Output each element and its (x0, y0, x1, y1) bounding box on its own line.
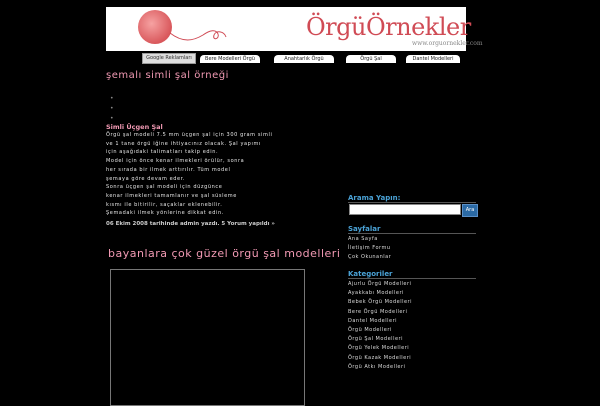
video-embed[interactable] (110, 269, 305, 406)
bullet: • (110, 115, 114, 122)
post-body (106, 131, 341, 218)
category-link[interactable]: Bere Örgü Modelleri (348, 308, 408, 315)
post-title[interactable]: şemalı simli şal örneği (106, 70, 229, 81)
post-title-2[interactable]: bayanlara çok güzel örgü şal modelleri (108, 247, 341, 260)
category-link[interactable]: Örgü Atkı Modelleri (348, 363, 406, 370)
divider (348, 202, 476, 203)
divider (348, 278, 476, 279)
bullet-list (110, 94, 114, 124)
search-button[interactable]: Ara (462, 204, 478, 217)
post-line: şemaya göre devam eder. (106, 175, 186, 182)
category-link[interactable]: Bebek Örgü Modelleri (348, 299, 412, 306)
post-line: her sırada bir ilmek arttırılır. Tüm model (106, 166, 231, 173)
search-input[interactable] (349, 204, 461, 215)
post-line: kenar ilmekleri tamamlanır ve şal süsleme (106, 192, 237, 199)
page-link[interactable]: İletişim Formu (348, 245, 391, 252)
nav-tab-bere[interactable]: Bere Modelleri Örgü (200, 55, 260, 63)
post-sublink[interactable]: Simli Üçgen Şal (106, 123, 163, 131)
pages-heading: Sayfalar (348, 225, 381, 233)
category-link[interactable]: Örgü Kazak Modelleri (348, 354, 412, 361)
post-line: Şemadaki ilmek yönlerine dikkat edin. (106, 210, 224, 217)
site-banner[interactable] (106, 7, 483, 51)
yarn-ball-logo (138, 10, 172, 44)
bullet: • (110, 95, 114, 102)
post-line: Örgü şal modeli 7.5 mm üçgen şal için 300 gram simli (106, 132, 273, 138)
post-meta[interactable]: 06 Ekim 2008 tarihinde admin yazdı. 5 Yorum yapıldı » (106, 221, 275, 227)
nav-tab-sal[interactable]: Örgü Şal (346, 55, 396, 63)
nav-tab-dantel[interactable]: Dantel Modelleri (406, 55, 460, 63)
google-ads-label[interactable]: Google Reklamları (142, 53, 196, 64)
top-nav (106, 53, 466, 63)
category-link[interactable]: Örgü Şal Modelleri (348, 336, 403, 343)
post-line: için aşağıdaki talimatları takip edin. (106, 149, 219, 156)
categories-heading: Kategoriler (348, 270, 393, 278)
post-line: Sonra üçgen şal modeli için düzgünce (106, 184, 223, 191)
page-link[interactable]: Ana Sayfa (348, 236, 378, 242)
category-link[interactable]: Örgü Modelleri (348, 327, 392, 334)
category-link[interactable]: Örgü Yelek Modelleri (348, 345, 410, 352)
page-link[interactable]: Çok Okunanlar (348, 254, 392, 261)
category-link[interactable]: Ajurlu Örgü Modelleri (348, 281, 412, 287)
pages-list (348, 235, 391, 263)
post-line: Model için önce kenar ilmekleri örülür, sonra (106, 158, 245, 165)
site-url: www.orguornekler.com (412, 40, 483, 47)
nav-tab-anahtarlik[interactable]: Anahtarlık Örgü (274, 55, 334, 63)
category-link[interactable]: Dantel Modelleri (348, 317, 398, 324)
site-logo-text: ÖrgüÖrnekler (306, 13, 471, 41)
divider (348, 233, 476, 234)
bullet: • (110, 105, 114, 112)
post-line: ve 1 tane örgü iğine ihtiyacınız olacak. Şal yapımı (106, 140, 261, 147)
categories-list (348, 280, 412, 372)
yarn-thread-icon (168, 25, 228, 43)
category-link[interactable]: Ayakkabı Modelleri (348, 290, 404, 297)
post-line: kısmı ile bitirilir, saçaklar eklenebilir. (106, 201, 223, 208)
search-heading: Arama Yapın: (348, 194, 401, 202)
